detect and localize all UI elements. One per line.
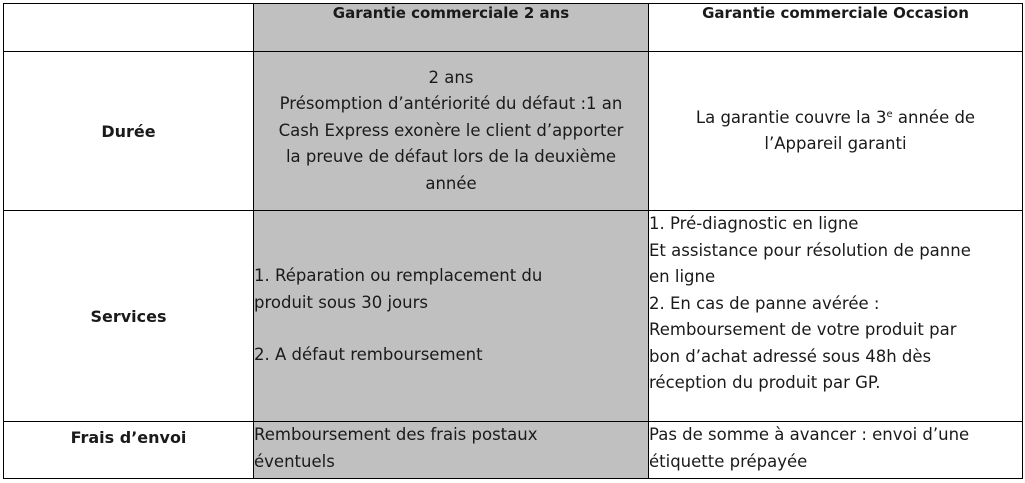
row-frais-envoi [4,422,1023,479]
row-services [4,211,1023,422]
header-row [4,4,1023,52]
duree-2-ans-line: la preuve de défaut lors de la deuxième [285,147,617,167]
header-2-ans: Garantie commerciale 2 ans [254,4,649,52]
duree-2-ans-line: 2 ans [428,67,474,87]
frais-2-ans-line: Remboursement des frais postaux [254,425,538,444]
services-occasion-line: Et assistance pour résolution de panne [649,240,971,260]
duree-2-ans-cell [254,52,649,211]
services-2-ans-cell [254,211,649,422]
services-occasion-line: réception du produit par GP. [649,373,881,392]
duree-occasion-cell [649,52,1023,211]
services-2-ans-line: 1. Réparation ou remplacement du [254,266,543,286]
duree-2-ans-line: Présomption d’antériorité du défaut :1 an [279,94,623,114]
frais-2-ans-cell [254,422,649,479]
frais-occasion-line: Pas de somme à avancer : envoi d’une [649,425,970,444]
row-label-services: Services [4,211,254,422]
services-2-ans-line: produit sous 30 jours [254,292,428,312]
duree-occasion-superscript: e [886,108,893,120]
duree-occasion-text: La garantie couvre la 3 [695,107,887,127]
services-occasion-cell [649,211,1023,422]
frais-2-ans-line: éventuels [254,451,335,471]
services-occasion-line: 1. Pré-diagnostic en ligne [649,214,859,233]
duree-2-ans-line: Cash Express exonère le client d’apporter [278,120,624,140]
duree-occasion-text: année de [892,107,976,127]
row-label-duree: Durée [4,52,254,211]
duree-occasion-line: l’Appareil garanti [764,134,907,153]
frais-occasion-line: étiquette prépayée [649,451,808,471]
row-label-frais-envoi: Frais d’envoi [4,422,254,479]
header-occasion: Garantie commerciale Occasion [649,4,1023,52]
services-occasion-line: bon d’achat adressé sous 48h dès [649,346,932,366]
duree-occasion-line [649,105,1022,132]
services-occasion-line: 2. En cas de panne avérée : [649,293,880,313]
frais-occasion-cell [649,422,1023,479]
services-2-ans-line: 2. A défaut remboursement [254,345,483,365]
services-occasion-line: Remboursement de votre produit par [649,320,957,339]
services-2-ans-spacer [254,316,648,342]
duree-2-ans-line: année [425,173,477,193]
header-empty-cell [4,4,254,52]
services-occasion-line: en ligne [649,267,716,286]
warranty-comparison-table [3,3,1023,479]
row-duree [4,52,1023,211]
